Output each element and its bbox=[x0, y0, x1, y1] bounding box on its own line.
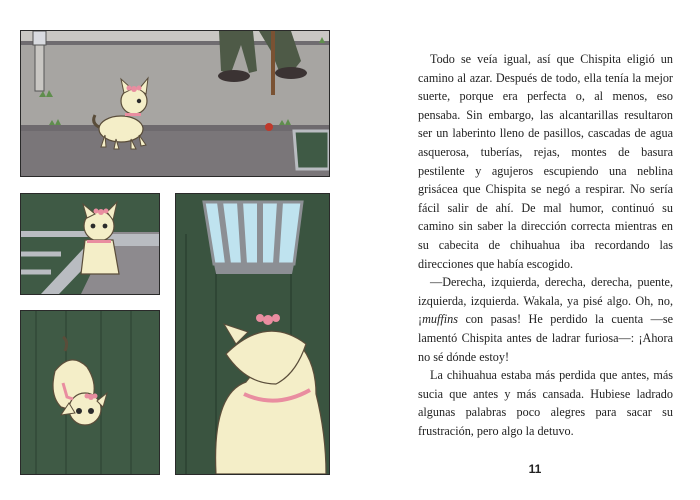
story-paragraph bbox=[418, 50, 673, 273]
falling-scene-illustration bbox=[21, 311, 159, 474]
text-run: La chihuahua estaba más perdida que antes, más sucia que antes y más cansada. Hubiese ladrado algunas palabras poco alegres para sacar su frustración, pero algo la detuvo. bbox=[418, 368, 673, 438]
text-run: con pasas! He perdido la cuenta —se lamentó Chispita antes de ladrar furiosa—: ¡Ahora no sé dónde estoy! bbox=[418, 312, 673, 364]
comic-panel-grate-light bbox=[175, 193, 330, 475]
comic-panel-street bbox=[20, 30, 330, 177]
text-run: Todo se veía igual, así que Chispita eligió un camino al azar. Después de todo, ella tenía la mejor suerte, porque era perfecta o, al menos, eso pensaba. Sin embargo, las alcantarillas resultaron ser un laberinto lleno de pasillos, cascadas de agua asquerosa, tuberías, rejas, montes de basura pestilente y agujeros escupiendo una neblina grisácea que Chispita se negó a respirar. No sería fácil salir de ahí. De mal humor, continuó su camino sin saber la dirección correcta mientras en su cabecita de chihuahua iba recordando las direcciones que había escogido. bbox=[418, 52, 673, 271]
story-text-column bbox=[418, 50, 673, 440]
story-paragraph bbox=[418, 366, 673, 440]
sewer-light-illustration bbox=[176, 194, 329, 474]
story-paragraph bbox=[418, 273, 673, 366]
street-scene-illustration bbox=[21, 31, 329, 176]
italic-text-run: muffins bbox=[422, 312, 458, 327]
comic-panel-grate bbox=[20, 193, 160, 295]
text-run: —Derecha, izquierda, derecha, derecha, puente, izquierda, izquierda. Wakala, ya pisé algo. Oh, no, ¡ bbox=[418, 275, 673, 327]
comic-panel-falling bbox=[20, 310, 160, 475]
page-number: 11 bbox=[528, 462, 542, 476]
grate-scene-illustration bbox=[21, 194, 159, 294]
